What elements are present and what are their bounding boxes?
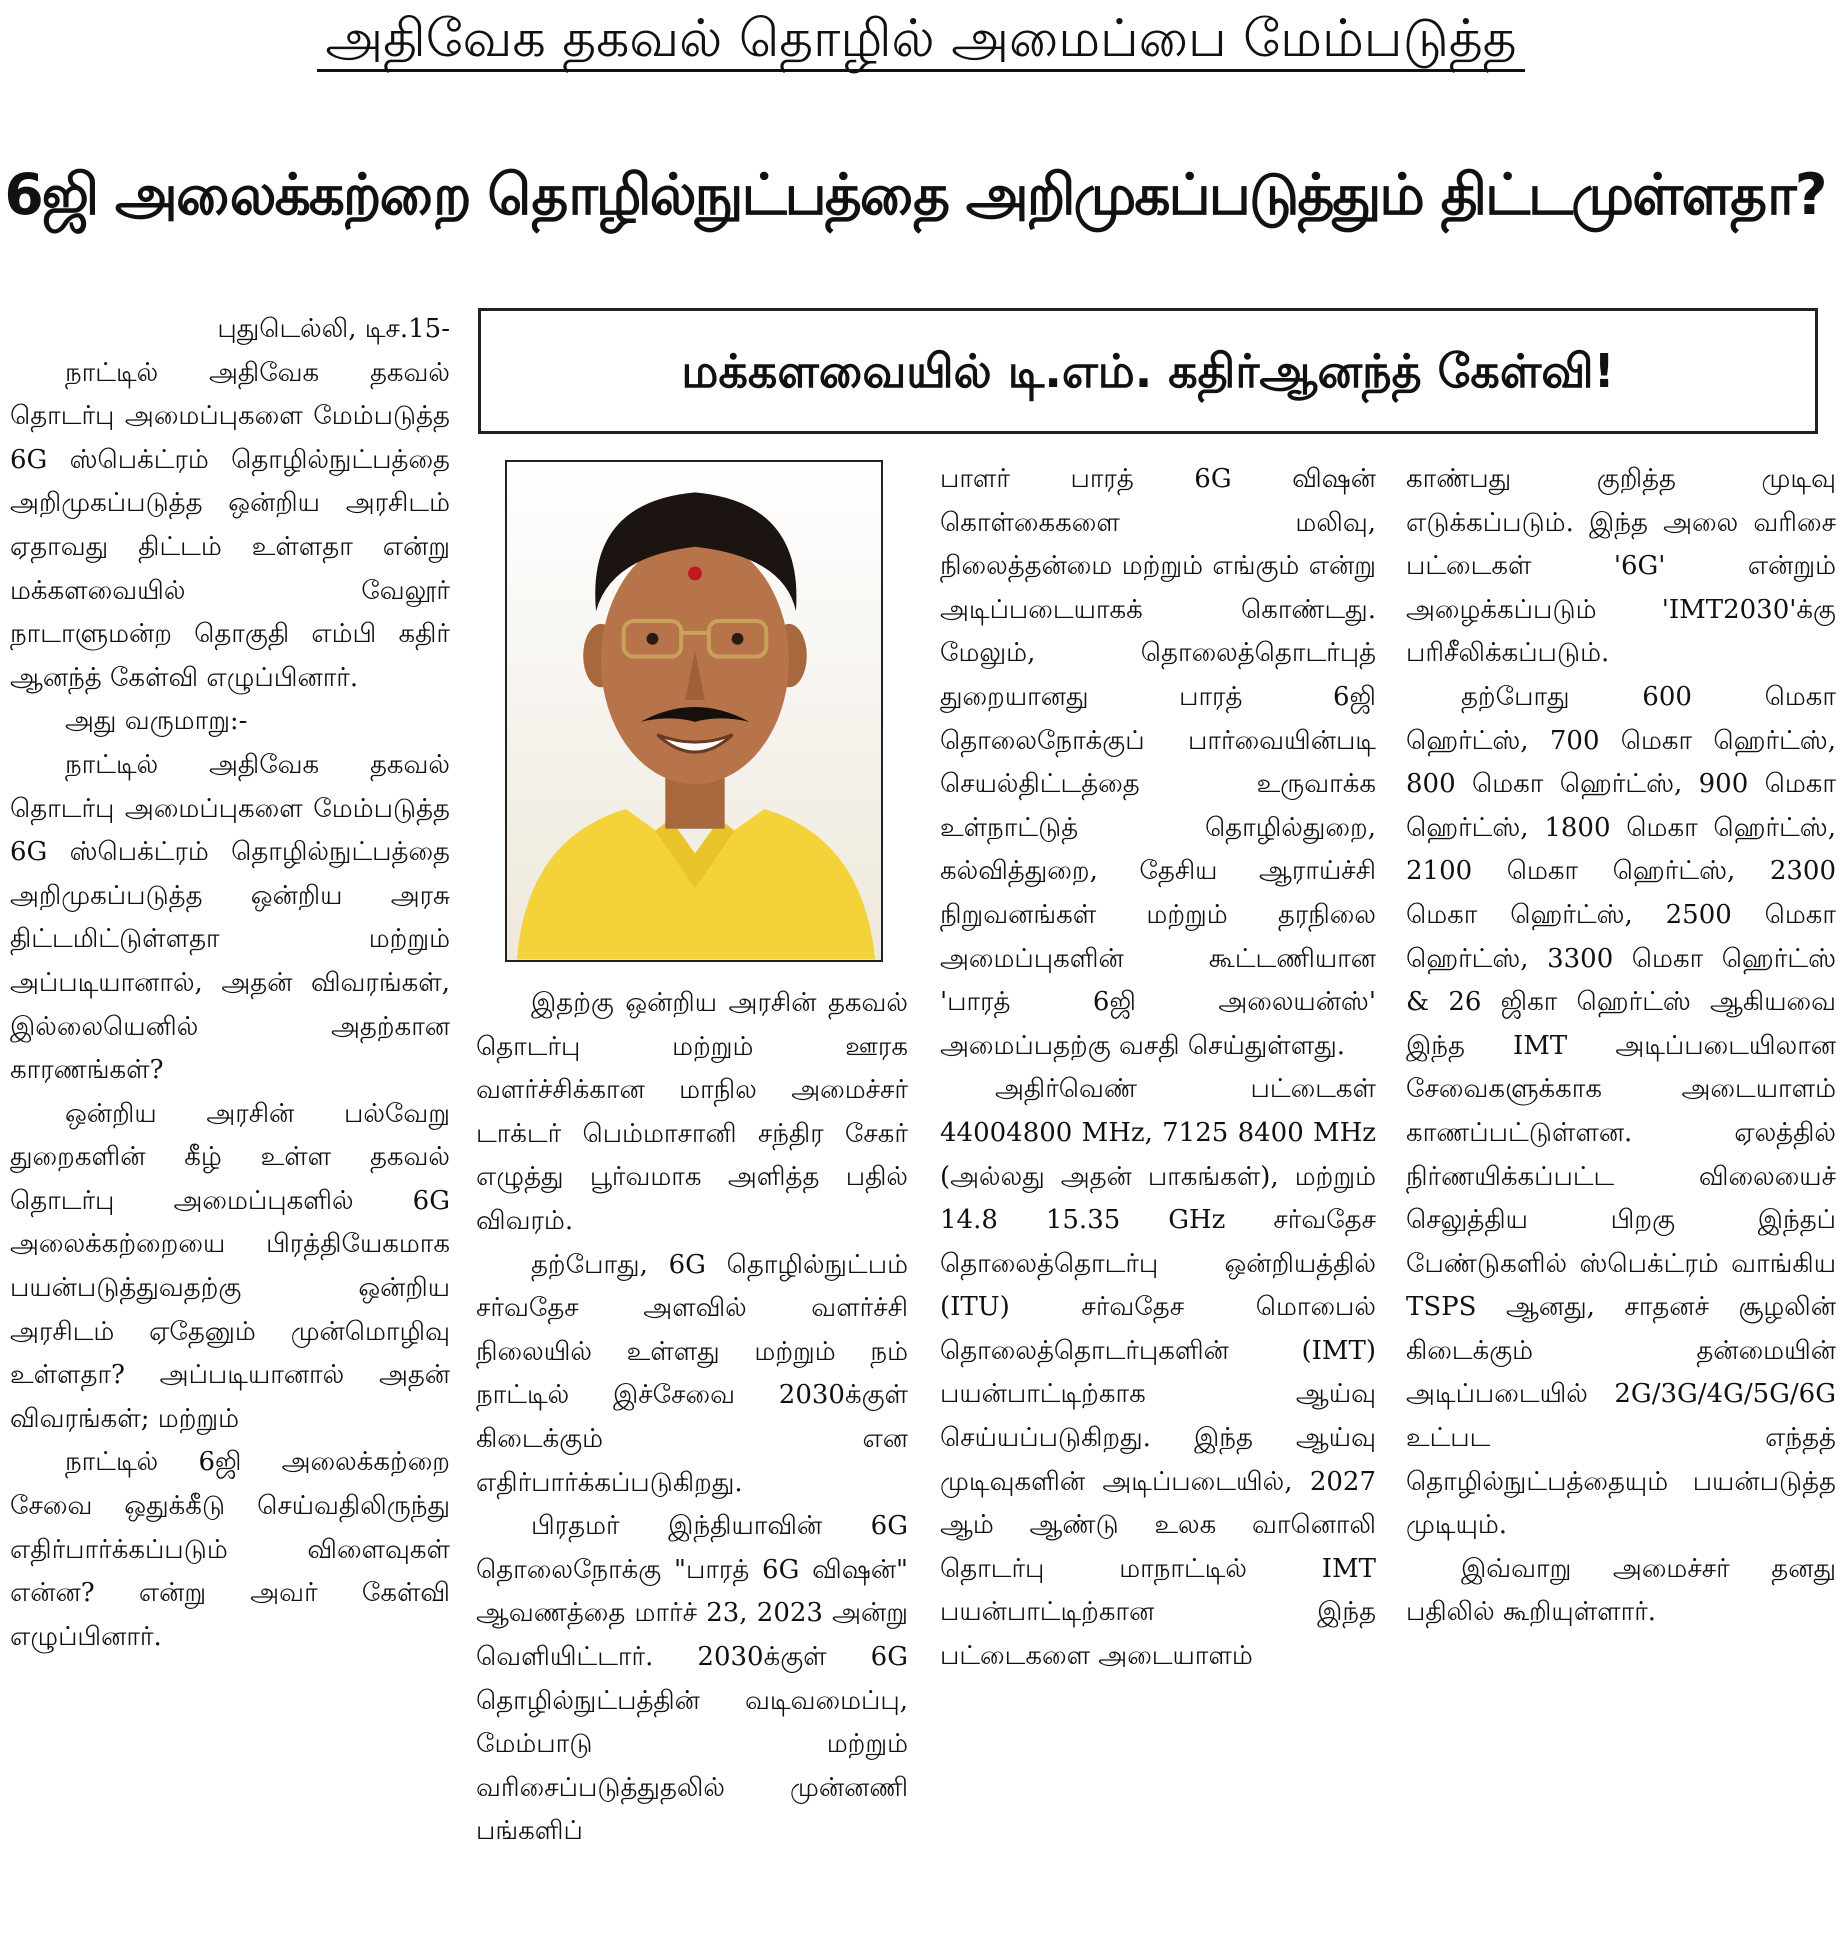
column-1: [10, 308, 450, 1659]
paragraph: நாட்டில் அதிவேக தகவல் தொடர்பு அமைப்புகளை மேம்படுத்த 6G ஸ்பெக்ட்ரம் தொழில்நுட்பத்தை அறிமுகப்படுத்த ஒன்றிய அரசு திட்டமிட்டுள்ளதா மற்றும் அப்படியானால், அதன் விவரங்கள், இல்லையெனில் அதற்கான காரணங்கள்?: [10, 749, 450, 1086]
column-4: [1406, 458, 1836, 1635]
paragraph: தற்போது, 6G தொழில்நுட்பம் சர்வதேச அளவில் வளர்ச்சி நிலையில் உள்ளது மற்றும் நம் நாட்டில் இச்சேவை 2030க்குள் கிடைக்கும் என எதிர்பார்க்கப்படுகிறது.: [476, 1249, 908, 1498]
paragraph: காண்பது குறித்த முடிவு எடுக்கப்படும். இந்த அலை வரிசை பட்டைகள் '6G' என்றும் அழைக்கப்படும் 'IMT2030'க்கு பரிசீலிக்கப்படும்.: [1406, 464, 1836, 669]
portrait-photo: [505, 460, 883, 962]
paragraph: நாட்டில் அதிவேக தகவல் தொடர்பு அமைப்புகளை மேம்படுத்த 6G ஸ்பெக்ட்ரம் தொழில்நுட்பத்தை அறிமுகப்படுத்த ஒன்றிய அரசிடம் ஏதாவது திட்டம் உள்ளதா என்று மக்களவையில் வேலூர் நாடாளுமன்ற தொகுதி எம்பி கதிர் ஆனந்த் கேள்வி எழுப்பினார்.: [10, 357, 450, 693]
paragraph: அதிர்வெண் பட்டைகள் 44004800 MHz, 7125 8400 MHz (அல்லது அதன் பாகங்கள்), மற்றும் 14.8 15.35 GHz சர்வதேச தொலைத்தொடர்பு ஒன்றியத்தில் (ITU) சர்வதேச மொபைல் தொலைத்தொடர்புகளின் (IMT) பயன்பாட்டிற்காக ஆய்வு செய்யப்படுகிறது. இந்த ஆய்வு முடிவுகளின் அடிப்படையில், 2027 ஆம் ஆண்டு உலக வானொலி தொடர்பு மாநாட்டில் IMT பயன்பாட்டிற்கான இந்த பட்டைகளை அடையாளம்: [940, 1074, 1376, 1672]
dateline: புதுடெல்லி, டிச.15-: [217, 314, 450, 344]
paragraph: இவ்வாறு அமைச்சர் தனது பதிலில் கூறியுள்ளார்.: [1406, 1553, 1836, 1628]
paragraph: பிரதமர் இந்தியாவின் 6G தொலைநோக்கு "பாரத் 6G விஷன்" ஆவணத்தை மார்ச் 23, 2023 அன்று வெளியிட்டார். 2030க்குள் 6G தொழில்நுட்பத்தின் வடிவமைப்பு, மேம்பாடு மற்றும் வரிசைப்படுத்துதலில் முன்னணி பங்களிப்: [476, 1511, 908, 1847]
paragraph: தற்போது 600 மெகா ஹெர்ட்ஸ், 700 மெகா ஹெர்ட்ஸ், 800 மெகா ஹெர்ட்ஸ், 900 மெகா ஹெர்ட்ஸ், 1800 மெகா ஹெர்ட்ஸ், 2100 மெகா ஹெர்ட்ஸ், 2300 மெகா ஹெர்ட்ஸ், 2500 மெகா ஹெர்ட்ஸ், 3300 மெகா ஹெர்ட்ஸ் & 26 ஜிகா ஹெர்ட்ஸ் ஆகியவை இந்த IMT அடிப்படையிலான சேவைகளுக்காக அடையாளம் காணப்பட்டுள்ளன. ஏலத்தில் நிர்ணயிக்கப்பட்ட விலையைச் செலுத்திய பிறகு இந்தப் பேண்டுகளில் ஸ்பெக்ட்ரம் வாங்கிய TSPS ஆனது, சாதனச் சூழலின் கிடைக்கும் தன்மையின் அடிப்படையில் 2G/3G/4G/5G/6G உட்பட எந்தத் தொழில்நுட்பத்தையும் பயன்படுத்த முடியும்.: [1406, 681, 1836, 1541]
paragraph: இதற்கு ஒன்றிய அரசின் தகவல் தொடர்பு மற்றும் ஊரக வளர்ச்சிக்கான மாநில அமைச்சர் டாக்டர் பெம்மாசானி சந்திர சேகர் எழுத்து பூர்வமாக அளித்த பதில் விவரம்.: [476, 988, 908, 1236]
column-2: [476, 982, 908, 1854]
column-3: [940, 458, 1376, 1679]
paragraph: அது வருமாறு:-: [65, 706, 248, 737]
main-headline: 6ஜி அலைக்கற்றை தொழில்நுட்பத்தை அறிமுகப்படுத்தும் திட்டமுள்ளதா?: [4, 162, 1826, 228]
paragraph: பாளர் பாரத் 6G விஷன் கொள்கைகளை மலிவு, நிலைத்தன்மை மற்றும் எங்கும் என்று அடிப்படையாகக் கொண்டது. மேலும், தொலைத்தொடர்புத் துறையானது பாரத் 6ஜி தொலைநோக்குப் பார்வையின்படி செயல்திட்டத்தை உருவாக்க உள்நாட்டுத் தொழில்துறை, கல்வித்துறை, தேசிய ஆராய்ச்சி நிறுவனங்கள் மற்றும் தரநிலை அமைப்புகளின் கூட்டணியான 'பாரத் 6ஜி அலையன்ஸ்' அமைப்பதற்கு வசதி செய்துள்ளது.: [940, 464, 1376, 1061]
paragraph: ஒன்றிய அரசின் பல்வேறு துறைகளின் கீழ் உள்ள தகவல் தொடர்பு அமைப்புகளில் 6G அலைக்கற்றையை பிரத்தியேகமாக பயன்படுத்துவதற்கு ஒன்றிய அரசிடம் ஏதேனும் முன்மொழிவு உள்ளதா? அப்படியானால் அதன் விவரங்கள்; மற்றும்: [10, 1098, 450, 1434]
subheadline-box: மக்களவையில் டி.எம். கதிர்ஆனந்த் கேள்வி!: [478, 308, 1818, 434]
kicker-text: அதிவேக தகவல் தொழில் அமைப்பை மேம்படுத்த: [317, 9, 1524, 72]
portrait-icon: [507, 462, 881, 960]
kicker-heading: [0, 4, 1842, 74]
paragraph: நாட்டில் 6ஜி அலைக்கற்றை சேவை ஒதுக்கீடு செய்வதிலிருந்து எதிர்பார்க்கப்படும் விளைவுகள் என்ன? என்று அவர் கேள்வி எழுப்பினார்.: [10, 1447, 450, 1652]
